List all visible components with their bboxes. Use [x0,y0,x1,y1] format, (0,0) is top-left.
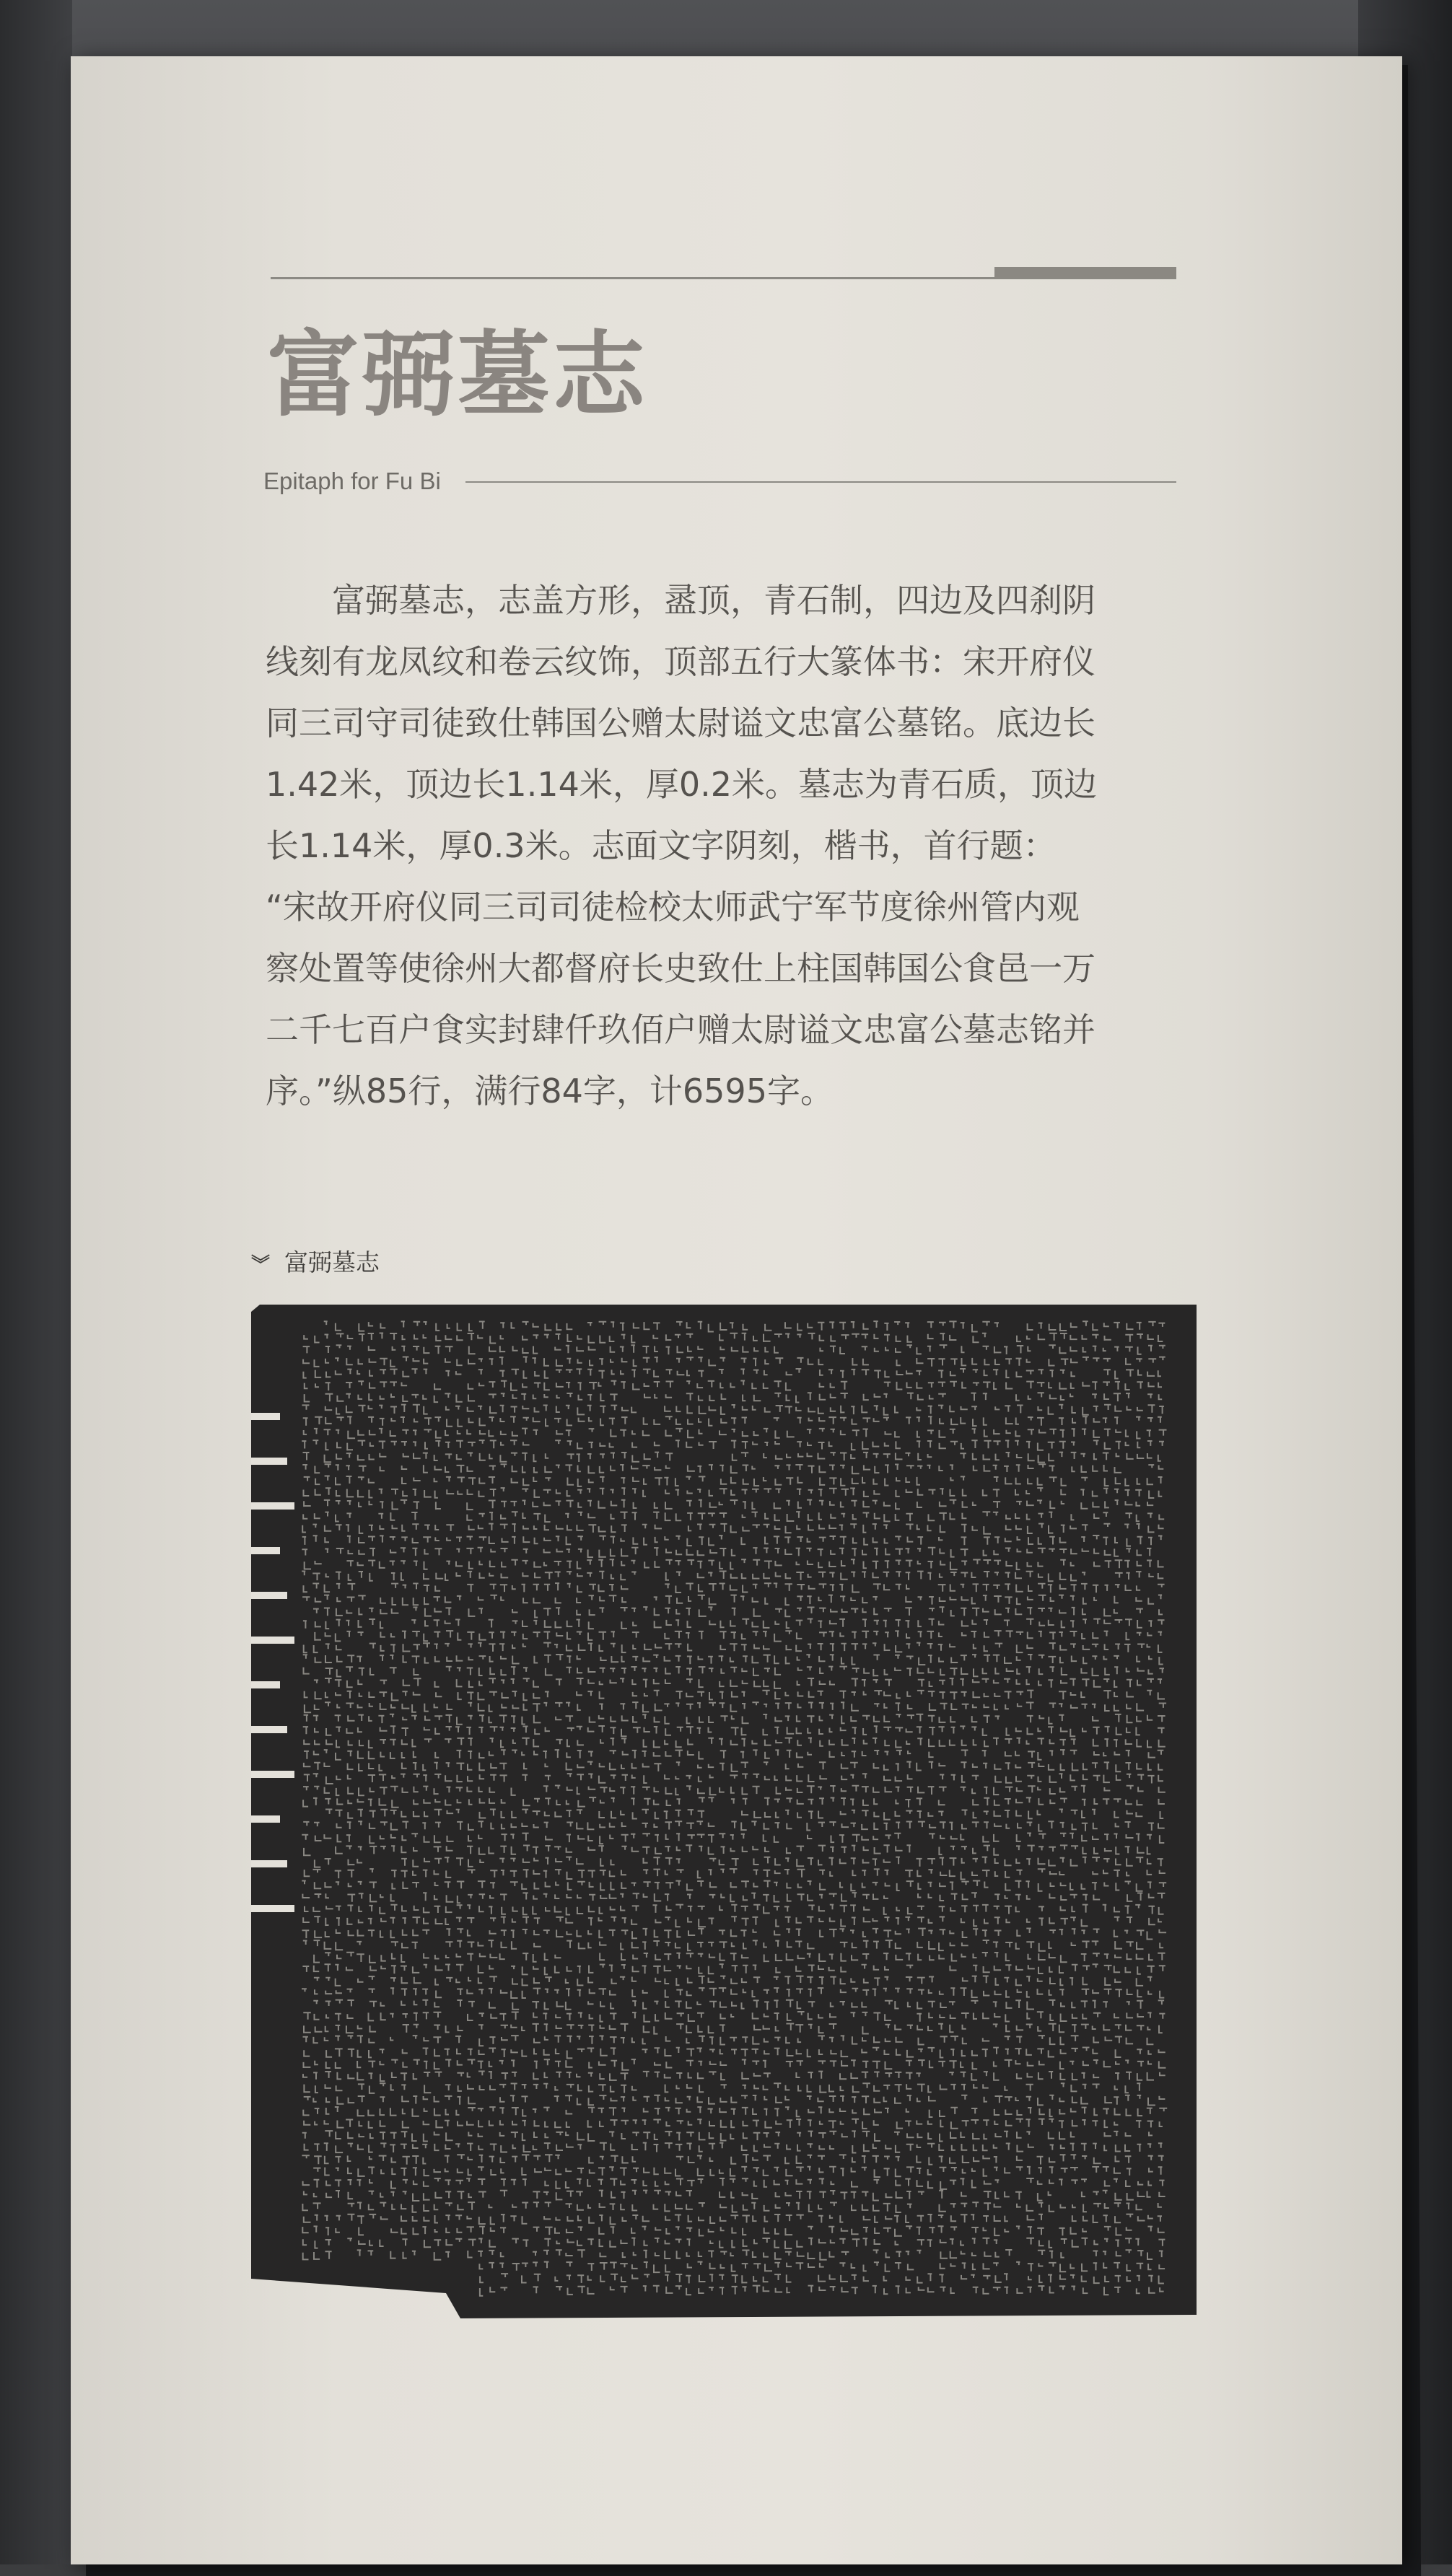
top-rule-accent [994,267,1176,279]
plaque-subtitle: Epitaph for Fu Bi [263,468,441,494]
subtitle-rule [465,481,1176,483]
description-line: 序。”纵85行，满行84字，计6595字。 [266,1072,834,1110]
edge-notch [251,1860,287,1867]
description-line: 二千七百户食实封肆仟玖佰户赠太尉谥文忠富公墓志铭并 [266,1010,1095,1049]
gallery-wall-left [0,0,72,2564]
description-line: 察处置等使徐州大都督府长史致仕上柱国韩国公食邑一万 [266,949,1095,988]
edge-notch [251,1815,280,1823]
plaque-description [266,570,1197,1122]
edge-notch [251,1726,287,1733]
description-line: 同三司守司徒致仕韩国公赠太尉谥文忠富公墓铭。底边长 [266,704,1095,742]
edge-notch [251,1905,294,1912]
edge-notch [251,1771,294,1778]
double-chevron-down-icon: ︾ [251,1254,271,1276]
edge-notch [251,1458,287,1465]
plaque-title: 富弼墓志 [267,321,649,429]
caption-text: 富弼墓志 [284,1248,380,1276]
edge-notch [251,1637,294,1644]
edge-notch [251,1681,280,1688]
rubbing-outline [251,1305,1197,2318]
description-line: 富弼墓志，志盖方形，盝顶，青石制，四边及四刹阴 [266,581,1095,620]
epitaph-rubbing-image [251,1305,1197,2318]
edge-notch [251,1592,287,1599]
edge-notch [251,1547,280,1554]
description-line: “宋故开府仪同三司司徒检校太师武宁军节度徐州管内观 [266,888,1080,926]
rubbing-photo [251,1305,1197,2318]
edge-notch [251,1413,280,1420]
edge-notch [251,1502,294,1510]
description-line: 长1.14米，厚0.3米。志面文字阴刻，楷书，首行题： [266,826,1057,865]
image-caption [251,1248,380,1279]
description-line: 线刻有龙凤纹和卷云纹饰，顶部五行大篆体书：宋开府仪 [266,642,1095,681]
description-line: 1.42米，顶边长1.14米，厚0.2米。墓志为青石质，顶边 [266,765,1097,804]
